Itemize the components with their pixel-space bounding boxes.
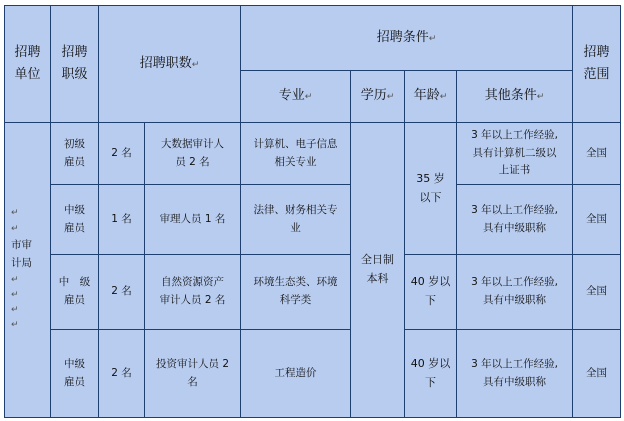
para-mark: ↵ xyxy=(11,305,19,316)
age-line1: 35 岁 xyxy=(416,171,445,185)
para-mark: ↵ xyxy=(11,289,19,300)
row-count xyxy=(99,185,145,255)
row-level-line1: 中 级 xyxy=(58,276,91,289)
row-title-line1: 审理人员 1 名 xyxy=(159,212,226,225)
education-line2: 本科 xyxy=(366,272,389,285)
row-other-line2: 具有计算机二级以 xyxy=(472,146,557,159)
header-unit xyxy=(5,6,51,123)
para-mark: ↵ xyxy=(191,59,200,70)
row-title-line1: 投资审计人员 2 xyxy=(155,357,230,370)
para-mark: ↵ xyxy=(11,320,19,331)
header-unit-line2: 单位 xyxy=(14,67,41,82)
row-title-line2: 名 xyxy=(187,375,198,388)
row-other-line2: 具有中级职称 xyxy=(483,294,546,306)
row-count xyxy=(99,123,145,185)
unit-cell xyxy=(5,123,51,418)
row-level-line2: 雇员 xyxy=(64,375,85,388)
para-mark: ↵ xyxy=(304,92,313,103)
header-age-label: 年龄 xyxy=(413,88,440,104)
row-major-line2: 科学类 xyxy=(279,294,312,306)
row-other-line3: 上证书 xyxy=(498,164,531,177)
recruitment-table-sheet xyxy=(4,5,620,417)
row-major xyxy=(241,185,351,255)
row-title xyxy=(145,255,241,330)
row-scope xyxy=(573,330,621,418)
row-level xyxy=(51,185,99,255)
header-scope xyxy=(573,6,621,123)
header-level xyxy=(51,6,99,123)
row-scope xyxy=(573,255,621,330)
row-other xyxy=(457,330,573,418)
header-level-line1: 招聘 xyxy=(61,44,88,60)
row-major-line1: 计算机、电子信息 xyxy=(253,137,338,150)
row-other-line1: 3 年以上工作经验, xyxy=(471,357,558,370)
row-scope-value: 全国 xyxy=(586,146,607,159)
row-major-line2: 相关专业 xyxy=(274,155,317,168)
row-major-line1: 法律、财务相关专 xyxy=(253,203,338,216)
row-level-line1: 中级 xyxy=(64,203,85,216)
para-mark: ↵ xyxy=(11,274,19,285)
unit-name-line1: 市审 xyxy=(11,238,32,251)
header-conditions xyxy=(241,6,573,71)
age-line2: 以下 xyxy=(419,190,442,204)
row-level xyxy=(51,123,99,185)
header-conditions-label: 招聘条件 xyxy=(376,29,429,45)
header-major-label: 专业 xyxy=(278,88,305,104)
age-cell xyxy=(405,123,457,255)
row-other xyxy=(457,255,573,330)
header-scope-line2: 范围 xyxy=(583,67,610,82)
row-title-line2: 员 2 名 xyxy=(175,155,210,168)
header-other xyxy=(457,71,573,123)
row-major xyxy=(241,123,351,185)
row-other-line2: 具有中级职称 xyxy=(483,221,546,234)
age-line1: 40 岁以 xyxy=(410,356,451,370)
row-other-line1: 3 年以上工作经验, xyxy=(471,128,558,141)
age-line2: 下 xyxy=(425,375,436,389)
header-positions xyxy=(99,6,241,123)
para-mark: ↵ xyxy=(536,92,545,103)
row-scope-value: 全国 xyxy=(586,285,607,298)
row-title xyxy=(145,123,241,185)
age-line2: 下 xyxy=(425,294,436,307)
age-cell xyxy=(405,255,457,330)
row-major-line1: 环境生态类、环境 xyxy=(253,276,338,289)
row-major xyxy=(241,255,351,330)
row-count xyxy=(99,255,145,330)
header-major xyxy=(241,71,351,123)
row-other-line2: 具有中级职称 xyxy=(483,375,546,388)
para-mark: ↵ xyxy=(11,208,19,219)
row-other xyxy=(457,123,573,185)
education-line1: 全日制 xyxy=(361,253,394,267)
row-level-line1: 中级 xyxy=(64,357,85,370)
row-scope-value: 全国 xyxy=(586,366,607,379)
header-education xyxy=(351,71,405,123)
row-level-line1: 初级 xyxy=(64,137,85,150)
education-cell xyxy=(351,123,405,418)
row-other xyxy=(457,185,573,255)
header-positions-label: 招聘职数 xyxy=(139,55,192,71)
header-scope-line1: 招聘 xyxy=(583,44,610,60)
row-title-line2: 审计人员 2 名 xyxy=(159,294,226,306)
row-level-line2: 雇员 xyxy=(64,294,85,306)
age-cell xyxy=(405,330,457,418)
row-title xyxy=(145,330,241,418)
row-level-line2: 雇员 xyxy=(64,221,85,234)
header-age xyxy=(405,71,457,123)
row-major-line2: 业 xyxy=(290,221,301,234)
header-level-line2: 职级 xyxy=(61,67,88,82)
row-count-value: 2 名 xyxy=(111,285,132,298)
age-line1: 40 岁以 xyxy=(410,275,451,289)
row-major xyxy=(241,330,351,418)
row-scope xyxy=(573,123,621,185)
row-level xyxy=(51,255,99,330)
row-scope xyxy=(573,185,621,255)
para-mark: ↵ xyxy=(386,92,395,103)
header-unit-line1: 招聘 xyxy=(14,44,41,60)
row-count xyxy=(99,330,145,418)
row-other-line1: 3 年以上工作经验, xyxy=(471,276,558,289)
row-count-value: 2 名 xyxy=(111,146,132,159)
row-scope-value: 全国 xyxy=(586,212,607,225)
row-title xyxy=(145,185,241,255)
row-level xyxy=(51,330,99,418)
row-count-value: 2 名 xyxy=(111,366,132,379)
row-count-value: 1 名 xyxy=(111,212,132,225)
para-mark: ↵ xyxy=(439,92,448,103)
row-other-line1: 3 年以上工作经验, xyxy=(471,203,558,216)
row-level-line2: 雇员 xyxy=(64,155,85,168)
header-education-label: 学历 xyxy=(360,88,387,104)
row-title-line1: 自然资源资产 xyxy=(161,276,224,289)
header-other-label: 其他条件 xyxy=(484,88,537,104)
row-title-line1: 大数据审计人 xyxy=(161,137,224,150)
row-major-line1: 工程造价 xyxy=(274,366,317,379)
para-mark: ↵ xyxy=(428,33,437,44)
para-mark: ↵ xyxy=(11,223,19,234)
recruitment-table xyxy=(4,5,621,418)
unit-name-line2: 计局 xyxy=(11,256,32,269)
